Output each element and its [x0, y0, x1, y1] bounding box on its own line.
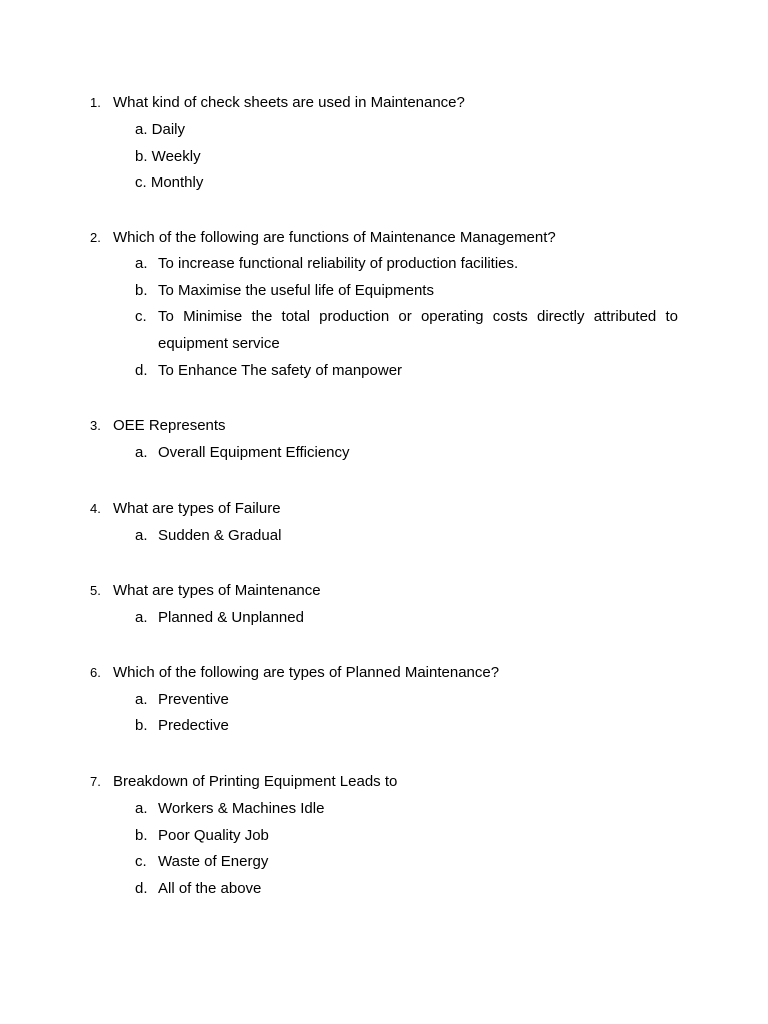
option-text: To Minimise the total production or operating costs directly attributed to equipment service — [158, 308, 678, 352]
option-letter: a. — [135, 444, 148, 461]
question-number: 1. — [90, 95, 101, 110]
option-text: Sudden & Gradual — [158, 527, 282, 544]
option-text: Planned & Unplanned — [158, 609, 304, 626]
option-text: Overall Equipment Efficiency — [158, 444, 350, 461]
option-text: c. Monthly — [135, 174, 204, 191]
question-number: 6. — [90, 665, 101, 680]
option-text: To increase functional reliability of production facilities. — [158, 255, 519, 272]
question-text: Which of the following are functions of Maintenance Management? — [113, 229, 556, 246]
question-number: 3. — [90, 418, 101, 433]
question-text: What are types of Maintenance — [113, 582, 321, 599]
option-letter: d. — [135, 362, 148, 379]
option-text: Predective — [158, 717, 229, 734]
option-text: Waste of Energy — [158, 853, 269, 870]
option-letter: a. — [135, 800, 148, 817]
question-text: What are types of Failure — [113, 500, 281, 517]
option-text: To Enhance The safety of manpower — [158, 362, 403, 379]
question-text: OEE Represents — [113, 417, 226, 434]
option-letter: b. — [135, 282, 148, 299]
question-number: 7. — [90, 774, 101, 789]
question-number: 4. — [90, 501, 101, 516]
option-text: Workers & Machines Idle — [158, 800, 325, 817]
option-letter: a. — [135, 255, 148, 272]
option-text: To Maximise the useful life of Equipments — [158, 282, 434, 299]
option-text: a. Daily — [135, 121, 186, 138]
option-letter: b. — [135, 717, 148, 734]
question-text: Which of the following are types of Planned Maintenance? — [113, 664, 500, 681]
option-text: Preventive — [158, 691, 229, 708]
option-letter: a. — [135, 609, 148, 626]
option-text: Poor Quality Job — [158, 827, 269, 844]
question-number: 2. — [90, 230, 101, 245]
option-letter: d. — [135, 880, 148, 897]
question-number: 5. — [90, 583, 101, 598]
option-text: b. Weekly — [135, 148, 201, 165]
option-text: All of the above — [158, 880, 262, 897]
option-letter: a. — [135, 691, 148, 708]
question-text: Breakdown of Printing Equipment Leads to — [113, 773, 398, 790]
option-letter: c. — [135, 308, 147, 325]
option-letter: c. — [135, 853, 147, 870]
option-letter: a. — [135, 527, 148, 544]
option-letter: b. — [135, 827, 148, 844]
question-text: What kind of check sheets are used in Maintenance? — [113, 94, 465, 111]
